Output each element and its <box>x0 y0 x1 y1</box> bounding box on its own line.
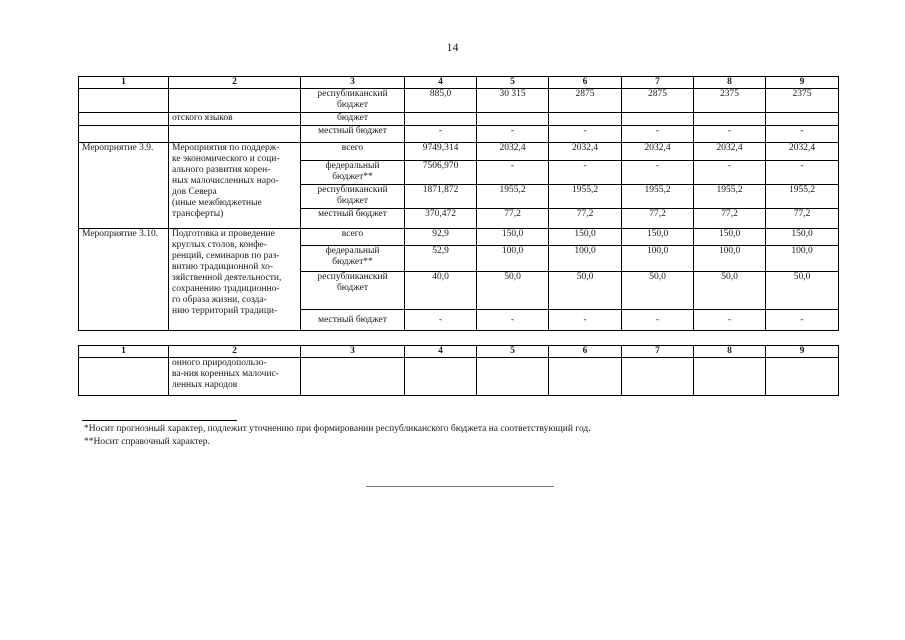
description-line: Мероприятия по поддерж- <box>172 143 280 153</box>
description-line: ренций, семинаров по раз- <box>172 251 280 261</box>
funding-source-line: бюджет <box>336 196 369 206</box>
value-cell <box>622 113 694 126</box>
column-number: 7 <box>622 346 694 358</box>
funding-source-cell <box>301 143 405 161</box>
funding-source-cell <box>301 126 405 143</box>
description-line: ных малочисленных наро- <box>172 176 279 186</box>
funding-source-line: федеральный <box>325 161 380 171</box>
funding-source-line: всего <box>341 143 364 153</box>
value-cell: 9749,314 <box>405 143 477 161</box>
table-row <box>79 229 839 246</box>
funding-source-line: местный бюджет <box>318 314 387 325</box>
value-cell: - <box>549 161 622 185</box>
value-cell: - <box>405 126 477 143</box>
column-number: 6 <box>549 346 622 358</box>
footnote-reference: **Носит справочный характер. <box>84 437 210 447</box>
value-cell: 40,0 <box>405 272 477 310</box>
funding-source-cell <box>301 272 405 310</box>
value-cell: - <box>622 126 694 143</box>
value-cell: 1955,2 <box>622 185 694 209</box>
column-number: 8 <box>694 77 766 89</box>
event-description-cell <box>169 143 301 229</box>
value-cell: 2875 <box>549 89 622 113</box>
column-number: 2 <box>169 346 301 358</box>
funding-source-line: бюджет <box>336 113 369 123</box>
funding-source-line: республиканский <box>317 272 388 282</box>
description-line: (иные межбюджетные <box>172 198 262 208</box>
column-number: 6 <box>549 77 622 89</box>
value-cell <box>405 358 477 396</box>
value-cell: 50,0 <box>694 272 766 310</box>
event-label-cell <box>79 113 169 126</box>
value-cell: 92,9 <box>405 229 477 246</box>
column-number: 1 <box>79 77 169 89</box>
footnote-forecast: *Носит прогнозный характер, подлежит уточнению при формировании республиканского бюджета на соответствующий год. <box>84 424 591 434</box>
description-line: витию традиционной хо- <box>172 262 274 272</box>
value-cell: 30 315 <box>477 89 549 113</box>
value-cell: 2032,4 <box>477 143 549 161</box>
value-cell: 52,9 <box>405 246 477 272</box>
value-cell: - <box>766 161 839 185</box>
event-label-cell: Мероприятие 3.10. <box>79 229 169 331</box>
table-row <box>79 143 839 161</box>
value-cell: - <box>694 126 766 143</box>
column-number-header <box>79 77 839 89</box>
event-description-cell <box>169 113 301 126</box>
value-cell: - <box>549 310 622 331</box>
value-cell: 100,0 <box>622 246 694 272</box>
value-cell: 7506,970 <box>405 161 477 185</box>
value-cell <box>549 358 622 396</box>
value-cell: 150,0 <box>549 229 622 246</box>
column-number: 2 <box>169 77 301 89</box>
value-cell <box>477 113 549 126</box>
value-cell: 50,0 <box>549 272 622 310</box>
value-cell: 2875 <box>622 89 694 113</box>
value-cell: 50,0 <box>477 272 549 310</box>
value-cell: 1955,2 <box>766 185 839 209</box>
event-description-cell <box>169 358 301 396</box>
footnote-divider <box>82 420 237 421</box>
value-cell: - <box>694 310 766 331</box>
value-cell: 1871,872 <box>405 185 477 209</box>
table-row <box>79 89 839 113</box>
funding-source-line: бюджет <box>336 100 369 110</box>
value-cell: 77,2 <box>694 209 766 229</box>
funding-source-cell <box>301 185 405 209</box>
value-cell: 2375 <box>766 89 839 113</box>
value-cell: 50,0 <box>622 272 694 310</box>
value-cell: 370,472 <box>405 209 477 229</box>
description-line: круглых столов, конфе- <box>172 240 267 250</box>
column-number-header <box>79 346 839 358</box>
column-number: 8 <box>694 346 766 358</box>
value-cell: - <box>477 161 549 185</box>
description-line: ленных народов <box>172 380 238 390</box>
value-cell: 150,0 <box>477 229 549 246</box>
column-number: 4 <box>405 346 477 358</box>
funding-source-cell <box>301 229 405 246</box>
funding-source-cell <box>301 310 405 331</box>
value-cell: - <box>405 310 477 331</box>
page-number: 14 <box>446 40 459 54</box>
value-cell: - <box>622 310 694 331</box>
value-cell: 150,0 <box>622 229 694 246</box>
value-cell: 150,0 <box>694 229 766 246</box>
event-description-cell <box>169 89 301 113</box>
description-line: дов Севера <box>172 187 217 197</box>
column-number: 4 <box>405 77 477 89</box>
value-cell: - <box>549 126 622 143</box>
funding-source-line: республиканский <box>317 185 388 195</box>
value-cell: 2375 <box>694 89 766 113</box>
description-line: ального развития корен- <box>172 165 271 175</box>
funding-source-line: бюджет** <box>332 257 373 267</box>
description-line: сохранению традиционно- <box>172 284 280 294</box>
column-number: 1 <box>79 346 169 358</box>
description-line: зяйственной деятельности, <box>172 273 282 283</box>
column-number: 5 <box>477 346 549 358</box>
funding-source-line: бюджет** <box>332 172 373 182</box>
value-cell: 885,0 <box>405 89 477 113</box>
funding-source-line: местный бюджет <box>318 126 387 136</box>
description-line: нию территорий традици- <box>172 306 278 316</box>
value-cell: 100,0 <box>549 246 622 272</box>
value-cell <box>622 358 694 396</box>
event-description-cell <box>169 229 301 331</box>
value-cell: - <box>477 126 549 143</box>
column-number: 3 <box>301 77 405 89</box>
event-label-cell <box>79 358 169 396</box>
budget-table <box>78 76 839 331</box>
funding-source-cell <box>301 161 405 185</box>
event-label-cell: Мероприятие 3.9. <box>79 143 169 229</box>
budget-table-continuation <box>78 345 839 396</box>
event-description-cell <box>169 126 301 143</box>
column-number: 9 <box>766 77 839 89</box>
column-number: 5 <box>477 77 549 89</box>
value-cell: 100,0 <box>477 246 549 272</box>
funding-source-line: местный бюджет <box>318 209 387 219</box>
value-cell: 2032,4 <box>622 143 694 161</box>
column-number: 3 <box>301 346 405 358</box>
value-cell <box>549 113 622 126</box>
value-cell: 150,0 <box>766 229 839 246</box>
value-cell <box>766 113 839 126</box>
value-cell: 77,2 <box>622 209 694 229</box>
value-cell: - <box>477 310 549 331</box>
funding-source-cell <box>301 246 405 272</box>
funding-source-cell <box>301 89 405 113</box>
value-cell: 2032,4 <box>766 143 839 161</box>
value-cell: 77,2 <box>766 209 839 229</box>
value-cell: 100,0 <box>766 246 839 272</box>
description-line: го образа жизни, созда- <box>172 295 267 305</box>
funding-source-cell <box>301 209 405 229</box>
value-cell <box>477 358 549 396</box>
page-end-rule <box>366 486 554 487</box>
funding-source-line: всего <box>341 229 364 239</box>
value-cell: 2032,4 <box>549 143 622 161</box>
table-row <box>79 358 839 396</box>
value-cell <box>694 358 766 396</box>
table-row <box>79 113 839 126</box>
description-line: трансферты) <box>172 209 224 219</box>
funding-source-line: бюджет <box>336 283 369 293</box>
value-cell: 1955,2 <box>477 185 549 209</box>
value-cell: - <box>766 126 839 143</box>
description-line: онного природопользо- <box>172 358 267 368</box>
value-cell: - <box>622 161 694 185</box>
description-line: отского языков <box>172 113 233 123</box>
value-cell: 77,2 <box>549 209 622 229</box>
description-line: Подготовка и проведение <box>172 229 275 239</box>
description-line: ва-ния коренных малочис- <box>172 369 279 379</box>
value-cell <box>405 113 477 126</box>
value-cell <box>766 358 839 396</box>
description-line: ке экономического и соци- <box>172 154 280 164</box>
funding-source-cell <box>301 358 405 396</box>
value-cell: 50,0 <box>766 272 839 310</box>
column-number: 9 <box>766 346 839 358</box>
value-cell: 100,0 <box>694 246 766 272</box>
event-label-cell <box>79 126 169 143</box>
funding-source-line: федеральный <box>325 246 380 256</box>
value-cell: 2032,4 <box>694 143 766 161</box>
value-cell: - <box>766 310 839 331</box>
event-label-cell <box>79 89 169 113</box>
column-number: 7 <box>622 77 694 89</box>
table-row <box>79 126 839 143</box>
funding-source-cell <box>301 113 405 126</box>
value-cell: 1955,2 <box>694 185 766 209</box>
value-cell: 1955,2 <box>549 185 622 209</box>
value-cell: - <box>694 161 766 185</box>
value-cell <box>694 113 766 126</box>
value-cell: 77,2 <box>477 209 549 229</box>
funding-source-line: республиканский <box>317 89 388 99</box>
